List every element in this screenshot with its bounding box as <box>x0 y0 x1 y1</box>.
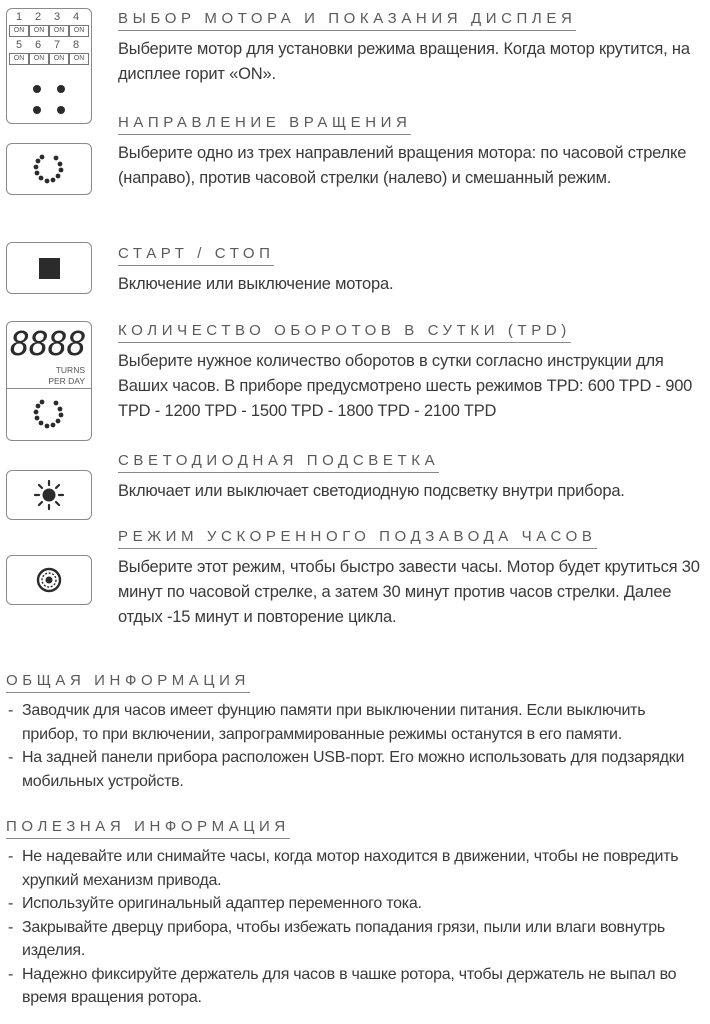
start-stop-button[interactable] <box>6 242 92 294</box>
quick-wind-icon <box>6 555 92 605</box>
sun-icon <box>6 470 92 520</box>
list-item: - Закрывайте дверцу прибора, чтобы избежать попадания грязи, пыли или влаги вовнутрь изделия. <box>6 916 702 963</box>
section-title: СВЕТОДИОДНАЯ ПОДСВЕТКА <box>118 452 439 473</box>
motor-8-on-indicator: ON <box>69 53 89 65</box>
tpd-display: 8888 <box>10 324 86 363</box>
list-item: - Не надевайте или снимайте часы, когда мотор находится в движении, чтобы не повредить хрупкий механизм привода. <box>6 845 702 892</box>
motor-2-on-indicator: ON <box>29 25 49 37</box>
motor-button-dot-3 <box>33 106 41 114</box>
section-title: ВЫБОР МОТОРА И ПОКАЗАНИЯ ДИСПЛЕЯ <box>118 10 576 31</box>
motor-number-1: 1 <box>16 11 23 23</box>
useful-info <box>6 818 702 1010</box>
motor-number-5: 5 <box>16 39 23 51</box>
motor-number-7: 7 <box>54 39 61 51</box>
motor-button-dot-2 <box>57 85 65 93</box>
motor-6-on-indicator: ON <box>29 53 49 65</box>
list-item: - Используйте оригинальный адаптер переменного тока. <box>6 892 702 916</box>
section-text: Включение или выключение мотора. <box>118 275 394 293</box>
general-info-title: ОБЩАЯ ИНФОРМАЦИЯ <box>6 672 250 693</box>
motor-7-on-indicator: ON <box>49 53 69 65</box>
motor-5-on-indicator: ON <box>9 53 29 65</box>
section-text: Выберите одно из трех направлений вращения мотора: по часовой стрелке (направо), против часовой стрелки (налево) и смешанный режим. <box>118 144 687 187</box>
tpd-turns-label: TURNS <box>55 365 85 375</box>
general-info <box>6 672 702 793</box>
rotation-direction-button[interactable] <box>6 143 92 195</box>
section-text: Выберите нужное количество оборотов в сутки согласно инструкции для Ваших часов. В приборе предусмотрено шесть режимов TPD: 600 TPD - 900 TPD - 1200 TPD - 1500 TPD - 1800 TPD - 2100 TPD <box>118 352 693 420</box>
motor-number-3: 3 <box>54 11 61 23</box>
motor-number-8: 8 <box>73 39 80 51</box>
motor-number-6: 6 <box>35 39 42 51</box>
motor-button-dot-4 <box>57 106 65 114</box>
general-info-list <box>6 699 702 793</box>
motor-4-on-indicator: ON <box>69 25 89 37</box>
section-start-stop <box>118 245 704 297</box>
motor-button-dot-1 <box>33 85 41 93</box>
list-item: - На задней панели прибора расположен USB-порт. Его можно использовать для подзарядки мобильных устройств. <box>6 746 702 793</box>
motor-number-2: 2 <box>35 11 42 23</box>
section-title: НАПРАВЛЕНИЕ ВРАЩЕНИЯ <box>118 114 411 135</box>
led-light-button[interactable] <box>6 470 92 520</box>
section-title: СТАРТ / СТОП <box>118 245 274 266</box>
tpd-select-arrows-icon <box>6 388 92 440</box>
section-tpd <box>118 322 704 424</box>
section-rotation-direction <box>118 114 704 191</box>
useful-info-list <box>6 845 702 1010</box>
section-title: РЕЖИМ УСКОРЕННОГО ПОДЗАВОДА ЧАСОВ <box>118 528 597 549</box>
list-item: - Надежно фиксируйте держатель для часов в чашке ротора, чтобы держатель не выпал во время вращения ротора. <box>6 963 702 1010</box>
quick-wind-button[interactable] <box>6 555 92 605</box>
motor-1-on-indicator: ON <box>9 25 29 37</box>
list-item: - Заводчик для часов имеет фунцию памяти при выключении питания. Если выключить прибор, то при включении, запрограммированные режимы останутся в его памяти. <box>6 699 702 746</box>
tpd-per-day-label: PER DAY <box>48 376 85 386</box>
section-motor-select <box>118 10 704 87</box>
section-text: Выберите этот режим, чтобы быстро завести часы. Мотор будет крутиться 30 минут по часовой стрелке, а затем 30 минут против часов стрелки. Далее отдых -15 минут и повторение цикла. <box>118 558 700 626</box>
useful-info-title: ПОЛЕЗНАЯ ИНФОРМАЦИЯ <box>6 818 290 839</box>
motor-3-on-indicator: ON <box>49 25 69 37</box>
section-led <box>118 452 704 504</box>
tpd-panel <box>6 321 92 441</box>
section-quick-wind <box>118 528 704 630</box>
section-text: Выберите мотор для установки режима вращения. Когда мотор крутится, на дисплее горит «ON». <box>118 40 690 83</box>
rotation-arrows-icon <box>6 143 92 195</box>
stop-square-icon <box>39 258 60 279</box>
section-title: КОЛИЧЕСТВО ОБОРОТОВ В СУТКИ (TPD) <box>118 322 571 343</box>
motor-selector-panel <box>6 8 92 124</box>
motor-number-4: 4 <box>73 11 80 23</box>
section-text: Включает или выключает светодиодную подсветку внутри прибора. <box>118 482 625 500</box>
